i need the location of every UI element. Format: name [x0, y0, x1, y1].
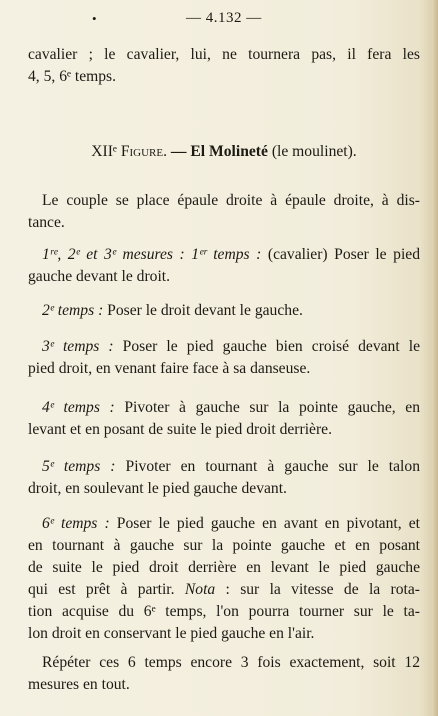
step-label: 3ᵉ temps : — [42, 338, 114, 355]
text-line — [28, 244, 420, 266]
page-header — [0, 10, 438, 30]
text-line: Le couple se place épaule droite à épaule droite, à dis- — [42, 192, 420, 209]
continuation-paragraph — [28, 44, 420, 88]
step-text: qui est prêt à partir. — [28, 581, 185, 598]
step-label: 1ʳᵉ, 2ᵉ et 3ᵉ mesures : 1ᵉʳ temps : — [42, 246, 262, 263]
paragraph-temps-3 — [28, 336, 420, 380]
text-line — [28, 579, 420, 601]
page-edge — [432, 0, 438, 716]
text-line: mesures en tout. — [28, 676, 130, 693]
text-line: de suite le pied droit derrière en levant le pied gauche — [28, 559, 420, 576]
nota-label: Nota — [184, 581, 216, 598]
text-line — [28, 397, 420, 419]
paragraph-measures-1-3 — [28, 244, 420, 288]
step-text: (cavalier) Poser le pied — [261, 246, 421, 263]
text-line: tance. — [28, 214, 65, 231]
text-line: Répéter ces 6 temps encore 3 fois exactement, soit 12 — [42, 654, 420, 671]
text-line: droit, en soulevant le pied gauche devant. — [28, 480, 287, 497]
step-text: Pivoter en tournant à gauche sur le talon — [115, 458, 420, 475]
step-label: 4ᵉ temps : — [42, 399, 115, 416]
text-line: lon droit en conservant le pied gauche en l'air. — [28, 625, 315, 642]
paragraph-temps-4 — [28, 397, 420, 441]
text-line — [28, 336, 420, 358]
text-line: levant et en posant de suite le pied droit derrière. — [28, 421, 332, 438]
figure-translation: (le moulinet). — [267, 143, 357, 160]
paragraph-temps-2 — [28, 300, 420, 322]
figure-number: XIIᵉ Figure. — [91, 143, 168, 160]
figure-title — [28, 141, 420, 163]
text-line — [28, 300, 420, 322]
text-line: en tournant à gauche sur la pointe gauche et en posant — [28, 537, 420, 554]
header-marker: • — [92, 11, 97, 26]
page-number: — 4.132 — — [186, 10, 262, 26]
step-label: 5ᵉ temps : — [42, 458, 116, 475]
paragraph-temps-5 — [28, 456, 420, 500]
step-label: 2ᵉ temps : — [42, 302, 104, 319]
closing-paragraph — [28, 652, 420, 696]
step-text: Poser le droit devant le gauche. — [103, 302, 303, 319]
text-line: cavalier ; le cavalier, lui, ne tournera pas, il fera les — [28, 46, 420, 63]
step-text: Poser le pied gauche bien croisé devant le — [113, 338, 420, 355]
step-text: Pivoter à gauche sur la pointe gauche, en — [114, 399, 420, 416]
step-label: 6ᵉ temps : — [42, 515, 110, 532]
text-line: 4, 5, 6ᵉ temps. — [28, 68, 117, 85]
step-text: : sur la vitesse de la rota- — [215, 581, 420, 598]
figure-dash: — — [167, 143, 191, 160]
paragraph-temps-6 — [28, 513, 420, 645]
intro-paragraph — [28, 190, 420, 234]
text-line: tion acquise du 6ᵉ temps, l'on pourra tourner sur le ta- — [28, 603, 420, 620]
figure-name: El Molineté — [190, 143, 268, 160]
text-line — [28, 456, 420, 478]
text-line: gauche devant le droit. — [28, 268, 171, 285]
text-line — [28, 513, 420, 535]
step-text: Poser le pied gauche en avant en pivotant, et — [109, 515, 420, 532]
text-line: pied droit, en venant faire face à sa danseuse. — [28, 360, 311, 377]
